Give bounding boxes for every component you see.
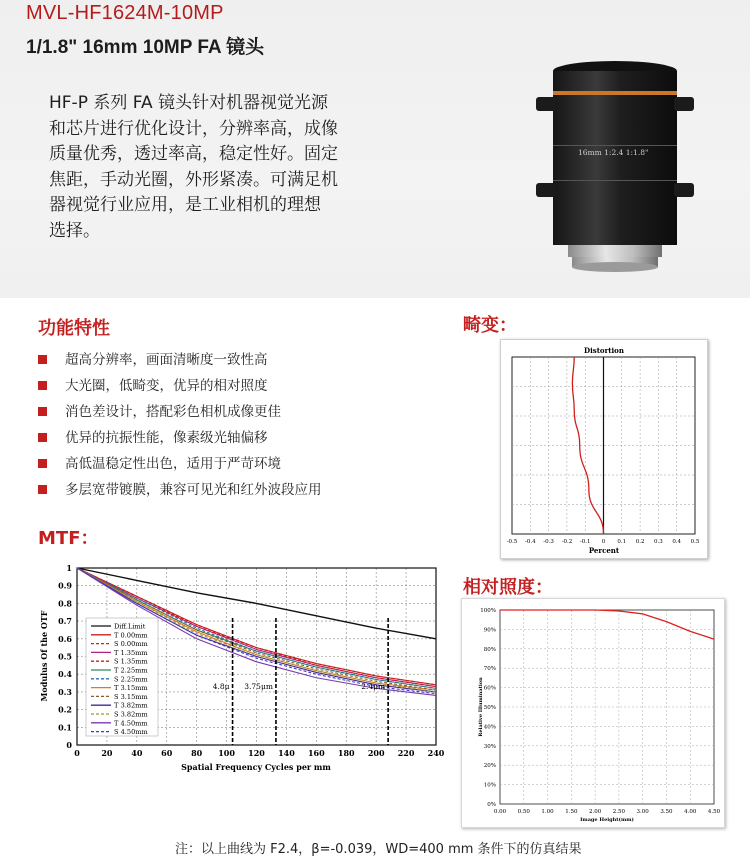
mtf-ytick-label: 1 [66,563,72,573]
ri-ytick-label: 50% [483,705,496,711]
features-title: 功能特性 [38,318,110,339]
ri-ytick-label: 0% [487,802,496,808]
mtf-ytick-label: 0.2 [58,704,72,715]
mtf-xtick-label: 0 [74,748,80,758]
mtf-marker-label: 3.75μm [244,682,273,691]
intro-line: 焦距，手动光圈，外形紧凑。可满足机 [49,169,338,190]
mtf-legend-label: T 1.35mm [114,648,148,657]
mtf-xtick-label: 240 [427,748,445,758]
distortion-xtick-label: -0.4 [524,539,536,545]
mtf-legend-label: T 2.25mm [114,666,148,675]
ri-xlabel: Image Height(mm) [580,817,634,823]
mtf-xtick-label: 40 [131,748,143,758]
mtf-marker-label: 2.4μm [361,682,386,691]
lens-ring-text: 16mm 1:2.4 1:1.8" [578,148,649,157]
ri-ytick-label: 100% [480,608,496,614]
ri-ytick-label: 70% [483,666,496,673]
mtf-marker-label: 4.8μ [212,682,230,691]
intro-line: 选择。 [49,220,100,241]
bullet-icon [38,433,47,442]
mtf-legend [86,618,158,736]
mtf-ytick-label: 0.5 [58,651,72,662]
mtf-chart [38,556,448,778]
mtf-ytick-label: 0.6 [58,633,72,644]
distortion-xlabel: Percent [588,546,620,555]
mtf-xtick-label: 220 [397,748,415,758]
intro-line: HF-P 系列 FA 镜头针对机器视觉光源 [49,93,329,113]
distortion-xtick-label: 0.5 [690,539,700,545]
mtf-legend-label: T 3.82mm [114,701,148,710]
distortion-xtick-label: 0.2 [635,539,645,545]
mtf-legend-label: Diff.Limit [114,622,146,631]
bullet-icon [38,381,47,390]
feature-item [38,428,322,454]
bullet-icon [38,407,47,416]
mtf-ytick-label: 0.7 [58,616,72,627]
ri-ytick-label: 20% [483,763,496,770]
feature-item [38,402,322,428]
mtf-xtick-label: 200 [367,748,385,758]
feature-item [38,480,322,506]
distortion-chart [501,340,707,558]
lens-image [530,55,700,280]
feature-text: 超高分辨率，画面清晰度一致性高 [65,352,268,368]
ri-xtick-label: 1.00 [541,809,554,815]
mtf-section-title: MTF： [38,528,99,549]
ri-ytick-label: 90% [483,627,496,634]
ri-xtick-label: 0.00 [493,809,507,815]
intro-text [49,91,379,245]
ri-ytick-label: 80% [483,646,496,653]
mtf-legend-label: T 4.50mm [114,719,148,728]
feature-text: 高低温稳定性出色，适用于严苛环境 [65,456,281,472]
feature-item [38,454,322,480]
distortion-xtick-label: -0.3 [543,539,554,545]
ri-ylabel: Relative Illumination [478,677,484,737]
distortion-xtick-label: 0.3 [654,539,663,545]
ri-xtick-label: 4.00 [684,809,697,815]
distortion-xtick-label: 0.4 [672,539,682,545]
mtf-legend-label: T 0.00mm [114,631,148,640]
mtf-xtick-label: 160 [307,748,325,758]
ri-ytick-label: 10% [483,782,496,789]
distortion-chart-title: Distortion [584,346,624,355]
mtf-xtick-label: 120 [248,748,265,758]
relative-illumination-frame [461,598,725,828]
ri-ytick-label: 60% [483,685,496,692]
mtf-ytick-label: 0.8 [58,598,72,609]
distortion-xtick-label: -0.2 [561,539,573,545]
distortion-chart-frame [500,339,708,559]
ri-xtick-label: 0.50 [517,809,530,815]
ri-xtick-label: 3.50 [660,809,673,815]
distortion-xtick-label: -0.5 [506,539,518,545]
ri-xtick-label: 4.50 [707,809,721,815]
product-subtitle: 1/1.8" 16mm 10MP FA 镜头 [26,37,265,58]
mtf-xtick-label: 100 [218,748,235,758]
distortion-xtick-label: 0 [601,539,606,545]
feature-item [38,376,322,402]
mtf-ytick-label: 0.1 [58,722,72,733]
mtf-ylabel: Modulus Of the OTF [39,610,49,702]
ri-xtick-label: 2.50 [612,809,626,815]
ri-xtick-label: 2.00 [588,809,602,815]
mtf-ytick-label: 0 [66,740,72,750]
distortion-xtick-label: -0.1 [579,539,591,545]
mtf-yticks [58,563,72,750]
mtf-legend-label: S 3.15mm [114,692,148,701]
mtf-legend-label: S 0.00mm [114,640,148,649]
mtf-legend-label: S 3.82mm [114,710,148,719]
intro-line: 器视觉行业应用，是工业相机的理想 [49,195,321,216]
mtf-xlabel: Spatial Frequency Cycles per mm [181,762,331,772]
mtf-xtick-label: 140 [278,748,295,758]
mtf-xtick-label: 180 [337,748,355,758]
distortion-xtick-label: 0.1 [617,539,627,545]
feature-text: 大光圈，低畸变，优异的相对照度 [65,378,268,394]
bullet-icon [38,485,47,494]
mtf-ytick-label: 0.4 [58,669,72,680]
features-list [38,350,322,506]
mtf-legend-label: S 4.50mm [114,728,148,737]
bullet-icon [38,459,47,468]
feature-text: 优异的抗振性能，像素级光轴偏移 [65,430,268,446]
intro-line: 质量优秀，透过率高，稳定性好。固定 [49,144,338,165]
intro-panel [0,0,750,298]
relative-illumination-title: 相对照度： [463,577,553,598]
mtf-xtick-label: 60 [161,748,173,758]
mtf-legend-label: T 3.15mm [114,684,148,693]
ri-ytick-label: 40% [483,724,496,731]
ri-xticks [494,809,721,815]
ri-ytick-label: 30% [483,743,496,750]
mtf-legend-label: S 1.35mm [114,657,148,666]
footnote: 注：以上曲线为 F2.4，β=-0.039，WD=400 mm 条件下的仿真结果 [175,842,582,857]
model-name: MVL-HF1624M-10MP [26,2,224,24]
mtf-legend-label: S 2.25mm [114,675,148,684]
ri-xtick-label: 3.00 [636,809,649,815]
relative-illumination-chart [462,599,724,827]
ri-xtick-label: 1.50 [565,809,578,815]
mtf-ytick-label: 0.9 [58,580,72,591]
distortion-xticks [507,539,700,545]
mtf-xtick-label: 20 [101,748,113,758]
feature-item [38,350,322,376]
distortion-section-title: 畸变： [463,315,517,336]
feature-text: 消色差设计，搭配彩色相机成像更佳 [65,404,281,420]
mtf-xticks [74,748,445,758]
mtf-markers [213,618,388,745]
intro-line: 和芯片进行优化设计，分辨率高，成像 [49,118,338,139]
feature-text: 多层宽带镀膜，兼容可见光和红外波段应用 [65,482,322,498]
mtf-xtick-label: 80 [191,748,203,758]
mtf-ytick-label: 0.3 [58,686,72,697]
bullet-icon [38,355,47,364]
